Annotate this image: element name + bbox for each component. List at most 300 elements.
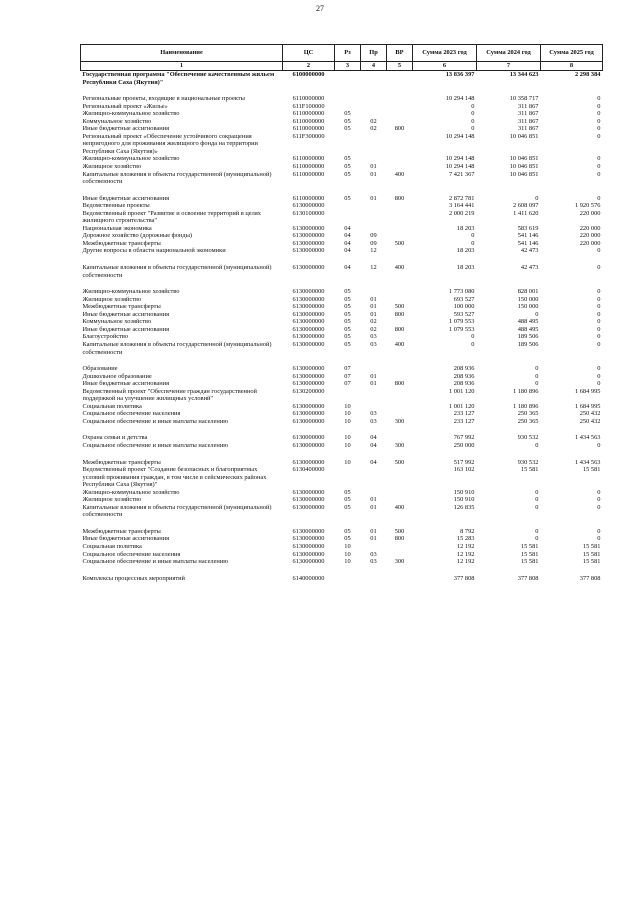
spacer-row [81,255,603,264]
table-row [81,575,603,583]
column-number-row [81,62,603,71]
row-sum-2023: 7 421 367 [448,170,475,178]
row-sum-2025: 15 581 [582,558,601,566]
row-cs: 6100000000 [292,71,325,78]
row-sum-2023: 1 773 080 [448,288,475,296]
row-rz: 05 [344,333,351,341]
table-row [81,504,603,519]
row-sum-2024: 488 495 [517,318,539,326]
row-sum-2024: 15 581 [520,542,539,550]
row-sum-2025: 15 581 [582,550,601,558]
row-sum-2024: 488 495 [517,325,539,333]
row-pr: 01 [370,527,377,535]
table-row [81,103,603,111]
row-name: Жилищно-коммунальное хозяйство [82,110,180,118]
row-name: Региональные проекты, входящие в национальные проекты [82,95,245,103]
header-sum-2024: Сумма 2024 год [477,45,541,62]
row-sum-2024: 10 046 851 [509,155,539,163]
column-number: 8 [541,62,603,71]
row-pr: 03 [370,410,377,418]
row-sum-2023: 13 836 397 [445,71,475,78]
row-vr [387,575,413,583]
row-cs: 6110000000 [292,110,325,118]
row-pr: 03 [370,333,377,341]
row-vr [387,496,413,504]
row-pr [361,210,387,225]
row-cs: 6130000000 [292,365,325,373]
row-sum-2024: 311 867 [517,117,539,125]
row-vr [387,225,413,233]
row-cs: 6140000000 [292,574,325,582]
table-row [81,496,603,504]
row-rz: 05 [344,125,351,133]
table-row [81,240,603,248]
table-row [81,333,603,341]
row-sum-2023: 18 203 [456,224,475,232]
row-sum-2024: 0 [535,496,539,504]
row-sum-2024: 0 [535,488,539,496]
row-pr: 01 [370,170,377,178]
row-vr: 400 [394,503,405,511]
row-sum-2025: 2 298 384 [574,71,601,78]
table-row [81,163,603,171]
row-sum-2023: 0 [471,239,475,247]
row-sum-2024: 0 [535,527,539,535]
row-sum-2025: 1 684 995 [574,387,601,395]
row-sum-2024: 13 344 623 [509,71,539,78]
row-cs: 6130000000 [292,310,325,318]
row-pr [361,202,387,210]
row-rz: 05 [344,488,351,496]
row-name: Иные бюджетные ассигнования [82,535,170,543]
row-sum-2025: 0 [597,295,601,303]
row-sum-2025: 0 [597,170,601,178]
row-cs: 6110000000 [292,155,325,163]
row-rz: 05 [344,163,351,171]
row-sum-2023: 1 079 553 [448,318,475,326]
row-pr: 01 [370,503,377,511]
row-sum-2023: 10 294 148 [445,132,475,140]
row-sum-2025: 15 581 [582,466,601,474]
row-vr [387,232,413,240]
row-cs: 6130000000 [292,239,325,247]
row-sum-2024: 0 [535,194,539,202]
row-pr: 01 [370,303,377,311]
row-cs: 6130200000 [292,387,325,395]
row-name: Межбюджетные трансферты [82,239,161,247]
row-sum-2024: 311 867 [517,102,539,110]
row-name: Образование [82,365,118,373]
spacer-cell [81,356,603,365]
row-name: Жилищно-коммунальное хозяйство [82,488,180,496]
row-cs: 6130000000 [292,303,325,311]
row-rz: 05 [344,527,351,535]
spacer-row [81,566,603,575]
header-row [81,45,603,62]
row-vr: 500 [394,303,405,311]
row-cs: 6130000000 [292,458,325,466]
row-rz: 05 [344,310,351,318]
row-rz: 05 [344,340,351,348]
row-pr: 03 [370,417,377,425]
table-row [81,171,603,186]
row-cs: 6130000000 [292,288,325,296]
row-cs: 6110000000 [292,95,325,103]
row-vr: 500 [394,527,405,535]
row-cs: 6130000000 [292,333,325,341]
row-pr: 02 [370,325,377,333]
row-sum-2025: 377 808 [579,574,601,582]
row-sum-2024: 42 473 [520,264,539,272]
row-name: Социальная политика [82,402,142,410]
row-sum-2024: 311 867 [517,110,539,118]
header-pr: Пр [361,45,387,62]
row-name: Социальная политика [82,542,142,550]
row-sum-2025: 1 920 576 [574,202,601,210]
row-vr [387,434,413,442]
row-pr [361,489,387,497]
row-vr [387,155,413,163]
row-rz: 10 [344,558,351,566]
row-name: Комплексы процессных мероприятий [82,574,185,582]
row-sum-2024: 189 506 [517,333,539,341]
row-rz: 05 [344,303,351,311]
row-sum-2024: 1 180 896 [512,402,539,410]
row-sum-2023: 208 936 [453,365,475,373]
row-sum-2023: 0 [471,232,475,240]
row-sum-2024: 15 581 [520,558,539,566]
row-sum-2024: 930 532 [517,458,539,466]
row-sum-2025: 0 [597,496,601,504]
row-sum-2023: 0 [471,110,475,118]
row-vr [387,133,413,156]
row-vr [387,388,413,403]
table-row [81,125,603,133]
row-sum-2023: 1 001 120 [448,402,475,410]
row-sum-2023: 208 936 [453,372,475,380]
row-sum-2024: 311 867 [517,125,539,133]
row-vr [387,551,413,559]
spacer-cell [81,86,603,95]
row-vr [387,210,413,225]
row-vr [387,118,413,126]
row-vr [387,163,413,171]
row-name: Ведомственные проекты [82,202,150,210]
table-row [81,543,603,551]
row-sum-2025: 0 [597,318,601,326]
row-vr [387,71,413,87]
spacer-cell [81,519,603,528]
row-pr [361,103,387,111]
row-vr: 800 [394,380,405,388]
row-sum-2024: 15 581 [520,550,539,558]
table-row [81,288,603,296]
header-rz: Рз [335,45,361,62]
row-sum-2025: 250 432 [579,417,601,425]
row-cs: 6130000000 [292,434,325,442]
row-sum-2024: 150 000 [517,295,539,303]
row-sum-2025: 1 684 995 [574,402,601,410]
row-sum-2024: 0 [535,365,539,373]
row-pr [361,133,387,156]
row-sum-2023: 10 294 148 [445,163,475,171]
spacer-cell [81,450,603,459]
row-name: Ведомственный проект "Обеспечение граждан государственной поддержкой на улучшение жилищных условий" [82,387,257,403]
row-sum-2025: 0 [597,264,601,272]
row-name: Государственная программа "Обеспечение качественным жильем Республики Саха (Якутия)" [82,71,275,86]
row-rz: 05 [344,170,351,178]
row-cs: 6130000000 [292,417,325,425]
row-rz: 10 [344,441,351,449]
row-sum-2025: 0 [597,194,601,202]
row-vr [387,95,413,103]
row-vr: 500 [394,458,405,466]
row-sum-2023: 0 [471,102,475,110]
row-rz: 04 [344,232,351,240]
row-cs: 6130000000 [292,503,325,511]
row-name: Капитальные вложения в объекты государственной (муниципальной) собственности [82,170,272,186]
row-sum-2023: 12 192 [456,542,475,550]
row-sum-2024: 0 [535,310,539,318]
row-rz: 05 [344,110,351,118]
row-name: Жилищно-коммунальное хозяйство [82,288,180,296]
row-sum-2025: 0 [597,102,601,110]
row-vr [387,333,413,341]
row-cs: 6130000000 [292,325,325,333]
row-cs: 6130000000 [292,550,325,558]
row-rz: 05 [344,295,351,303]
table-row [81,95,603,103]
row-sum-2025: 0 [597,372,601,380]
row-vr [387,103,413,111]
budget-table [80,44,603,582]
row-vr: 800 [394,310,405,318]
row-vr [387,365,413,373]
row-vr: 300 [394,558,405,566]
row-sum-2023: 3 164 441 [448,202,475,210]
row-sum-2025: 0 [597,535,601,543]
row-vr [387,403,413,411]
row-sum-2023: 10 294 148 [445,155,475,163]
row-vr [387,543,413,551]
row-vr: 800 [394,535,405,543]
header-sum-2023: Сумма 2023 год [413,45,477,62]
row-sum-2023: 100 000 [453,303,475,311]
row-sum-2023: 767 992 [453,434,475,442]
table-row [81,551,603,559]
row-pr: 09 [370,239,377,247]
row-sum-2023: 233 127 [453,410,475,418]
row-sum-2023: 250 000 [453,441,475,449]
row-cs: 6110000000 [292,194,325,202]
row-cs: 6110000000 [292,163,325,171]
row-pr: 02 [370,117,377,125]
row-sum-2024: 0 [535,503,539,511]
row-cs: 6130000000 [292,340,325,348]
table-row [81,195,603,203]
row-sum-2023: 18 203 [456,264,475,272]
header-name: Наименование [81,45,283,62]
table-row [81,110,603,118]
table-row [81,311,603,319]
row-name: Дорожное хозяйство (дорожные фонды) [82,232,193,240]
row-sum-2024: 1 411 620 [513,209,539,217]
table-row [81,410,603,418]
row-rz: 10 [344,410,351,418]
row-vr: 400 [394,264,405,272]
row-vr: 500 [394,239,405,247]
row-sum-2023: 18 203 [456,247,475,255]
row-pr: 12 [370,264,377,272]
spacer-row [81,356,603,365]
row-sum-2023: 693 527 [453,295,475,303]
row-rz: 07 [344,365,351,373]
row-vr: 800 [394,125,405,133]
row-cs: 611F300000 [292,132,325,140]
row-name: Социальное обеспечение и иные выплаты населению [82,417,229,425]
row-pr [361,288,387,296]
page-number: 27 [316,4,324,13]
row-name: Межбюджетные трансферты [82,458,161,466]
row-sum-2025: 220 000 [579,232,601,240]
row-rz: 05 [344,288,351,296]
row-name: Иные бюджетные ассигнования [82,380,170,388]
table-row [81,418,603,426]
row-sum-2023: 0 [471,125,475,133]
row-vr [387,466,413,489]
row-sum-2025: 0 [597,527,601,535]
table-row [81,341,603,356]
row-pr: 01 [370,163,377,171]
row-name: Иные бюджетные ассигнования [82,325,170,333]
row-name: Коммунальное хозяйство [82,117,152,125]
row-pr [361,403,387,411]
row-sum-2025: 0 [597,333,601,341]
row-sum-2023: 15 283 [456,535,475,543]
row-sum-2023: 150 910 [453,496,475,504]
row-sum-2024: 150 000 [517,303,539,311]
row-sum-2024: 0 [535,372,539,380]
table-row [81,434,603,442]
row-rz: 10 [344,434,351,442]
spacer-cell [81,255,603,264]
row-sum-2024: 42 473 [520,247,539,255]
row-cs: 6130000000 [292,224,325,232]
row-sum-2024: 250 365 [517,417,539,425]
row-sum-2023: 150 910 [453,488,475,496]
row-sum-2023: 163 102 [453,466,475,474]
table-row [81,155,603,163]
row-cs: 6130000000 [292,202,325,210]
spacer-cell [81,186,603,195]
row-pr: 01 [370,496,377,504]
table-row [81,466,603,489]
row-cs: 6130000000 [292,542,325,550]
row-pr: 04 [370,458,377,466]
row-vr: 400 [394,170,405,178]
row-pr: 03 [370,558,377,566]
table-row [81,318,603,326]
row-rz [335,466,361,489]
row-name: Капитальные вложения в объекты государственной (муниципальной) собственности [82,503,272,519]
row-sum-2024: 828 001 [517,288,539,296]
table-row [81,535,603,543]
row-sum-2024: 189 506 [517,340,539,348]
row-rz: 04 [344,224,351,232]
spacer-cell [81,279,603,288]
row-name: Социальное обеспечение населения [82,550,181,558]
row-name: Иные бюджетные ассигнования [82,310,170,318]
row-rz [335,202,361,210]
row-sum-2023: 377 808 [453,574,475,582]
row-cs: 6130000000 [292,372,325,380]
row-vr: 800 [394,194,405,202]
row-cs: 6130000000 [292,441,325,449]
table-row [81,264,603,279]
row-pr [361,225,387,233]
row-sum-2025: 0 [597,247,601,255]
row-cs: 6110000000 [292,170,325,178]
row-sum-2025: 0 [597,303,601,311]
row-sum-2023: 2 872 781 [448,194,475,202]
row-cs: 6130000000 [292,264,325,272]
row-sum-2023: 2 000 219 [448,209,475,217]
table-row [81,225,603,233]
table-row [81,388,603,403]
row-name: Капитальные вложения в объекты государственной (муниципальной) собственности [82,264,272,279]
row-sum-2025: 220 000 [579,224,601,232]
table-row [81,528,603,536]
row-sum-2024: 541 146 [517,239,539,247]
row-pr: 01 [370,194,377,202]
row-name: Ведомственный проект "Создание безопасных и благоприятных условий проживания граждан, в том числе в сейсмических районах Республики Саха (Якутия)" [82,466,267,489]
column-number: 4 [361,62,387,71]
row-cs: 6130000000 [292,318,325,326]
row-sum-2025: 0 [597,488,601,496]
table-row [81,442,603,450]
row-pr: 09 [370,232,377,240]
row-sum-2025: 0 [597,340,601,348]
row-pr: 01 [370,310,377,318]
column-number: 5 [387,62,413,71]
row-sum-2024: 15 581 [520,466,539,474]
row-sum-2025: 220 000 [579,209,601,217]
row-pr [361,388,387,403]
row-pr: 04 [370,434,377,442]
row-rz: 10 [344,417,351,425]
row-sum-2023: 0 [471,117,475,125]
table-row [81,459,603,467]
row-sum-2024: 541 146 [517,232,539,240]
row-pr: 03 [370,340,377,348]
table-row [81,373,603,381]
row-name: Капитальные вложения в объекты государственной (муниципальной) собственности [82,340,272,356]
row-pr: 01 [370,380,377,388]
row-rz [335,388,361,403]
row-sum-2025: 15 581 [582,542,601,550]
row-cs: 6130000000 [292,496,325,504]
table-row [81,489,603,497]
row-rz: 07 [344,380,351,388]
row-rz: 05 [344,503,351,511]
row-vr: 300 [394,417,405,425]
spacer-row [81,519,603,528]
table-row [81,365,603,373]
row-name: Жилищное хозяйство [82,163,142,171]
spacer-row [81,86,603,95]
row-vr [387,202,413,210]
row-sum-2025: 1 434 563 [574,434,601,442]
